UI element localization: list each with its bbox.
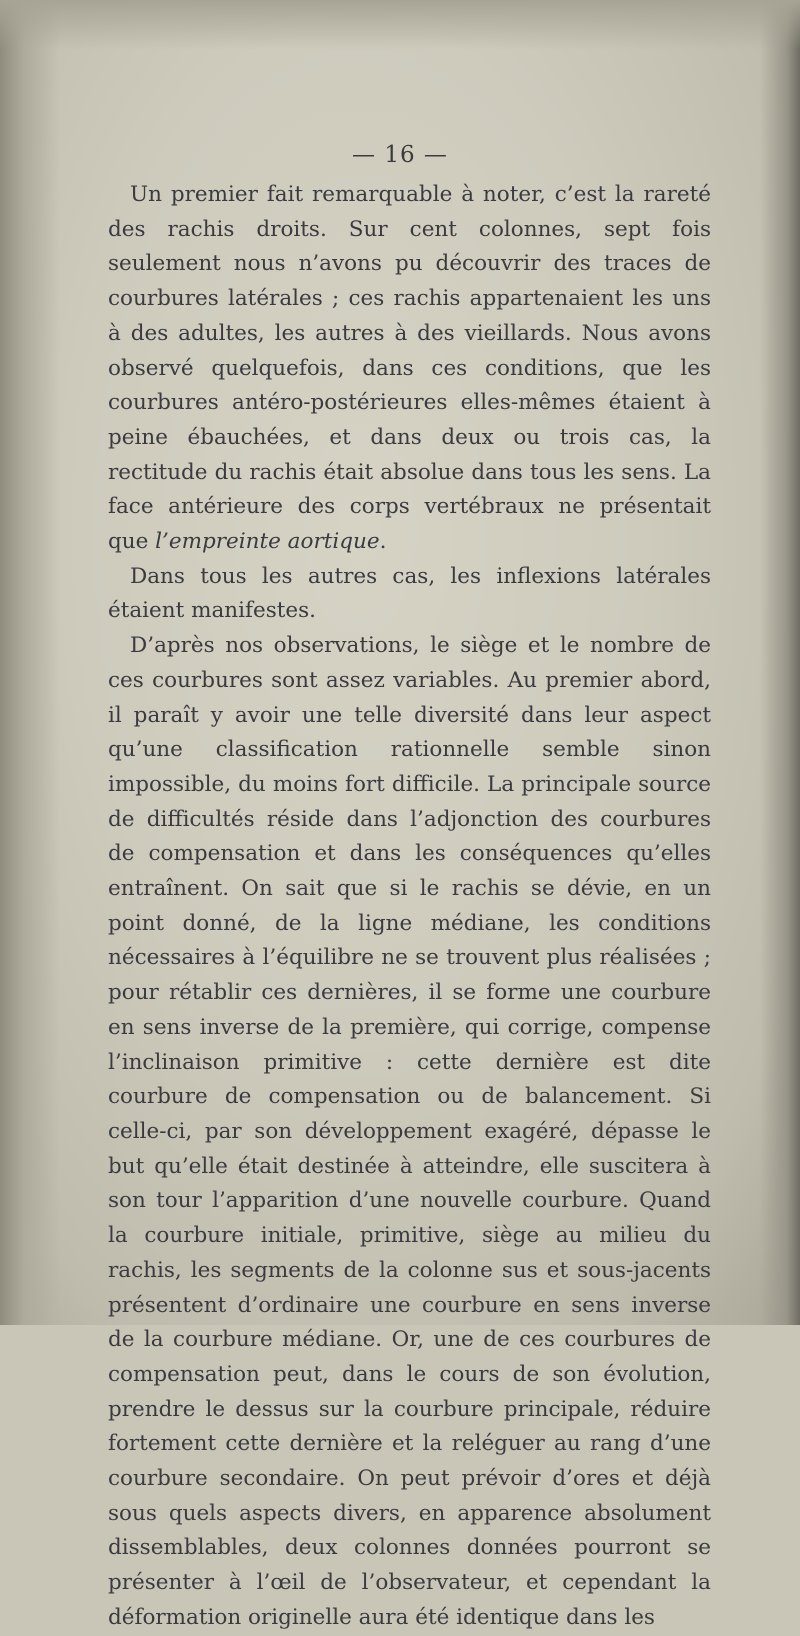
page-shadow-top — [0, 0, 800, 50]
paragraph-1-end: . — [379, 529, 387, 555]
paragraph-1 — [108, 178, 711, 560]
paragraph-2: Dans tous les autres cas, les inflexions latérales étaient manifestes. — [108, 563, 711, 624]
body-text — [108, 178, 711, 1636]
paragraph-1-emphasis: l’empreinte aortique — [155, 529, 380, 555]
page-number: — 16 — — [352, 142, 448, 168]
paragraph-3: D’après nos observations, le siège et le nombre de ces courbures sont assez variables. Au premier abord, il paraît y avoir une telle diversité dans leur aspect qu’une classification rationnelle semble sinon impossible, du moins fort difficile. La principale source de difficultés réside dans l’adjonction des courbures de compensation et dans les conséquences qu’elles entraînent. On sait que si le rachis se dévie, en un point donné, de la ligne médiane, les conditions nécessaires à l’équilibre ne se trouvent plus réalisées ; pour rétablir ces dernières, il se forme une courbure en sens inverse de la première, qui corrige, compense l’inclinaison primitive : cette dernière est dite courbure de compensation ou de balancement. Si celle-ci, par son développement exagéré, dépasse le but qu’elle était destinée à atteindre, elle suscitera à son tour l’apparition d’une nouvelle courbure. Quand la courbure initiale, primitive, siège au milieu du rachis, les segments de la colonne sus et sous-jacents présentent d’ordinaire une courbure en sens inverse de la courbure médiane. Or, une de ces courbures de compensation peut, dans le cours de son évolution, prendre le dessus sur la courbure principale, réduire fortement cette dernière et la reléguer au rang d’une courbure secondaire. On peut prévoir d’ores et déjà sous quels aspects divers, en apparence absolument dissemblables, deux colonnes données pourront se présenter à l’œil de l’observateur, et cependant la déformation originelle aura été identique dans les — [108, 633, 711, 1630]
paragraph-1-text: Un premier fait remarquable à noter, c’est la rareté des rachis droits. Sur cent colonnes, sept fois seulement nous n’avons pu découvrir des traces de courbures latérales ; ces rachis appartenaient les uns à des adultes, les autres à des vieillards. Nous avons observé quelquefois, dans ces conditions, que les courbures antéro-postérieures elles-mêmes étaient à peine ébauchées, et dans deux ou trois cas, la rectitude du rachis était absolue dans tous les sens. La face antérieure des corps vertébraux ne présentait que — [108, 182, 711, 555]
page-shadow-right — [760, 0, 800, 1325]
page-shadow-left — [0, 0, 60, 1325]
